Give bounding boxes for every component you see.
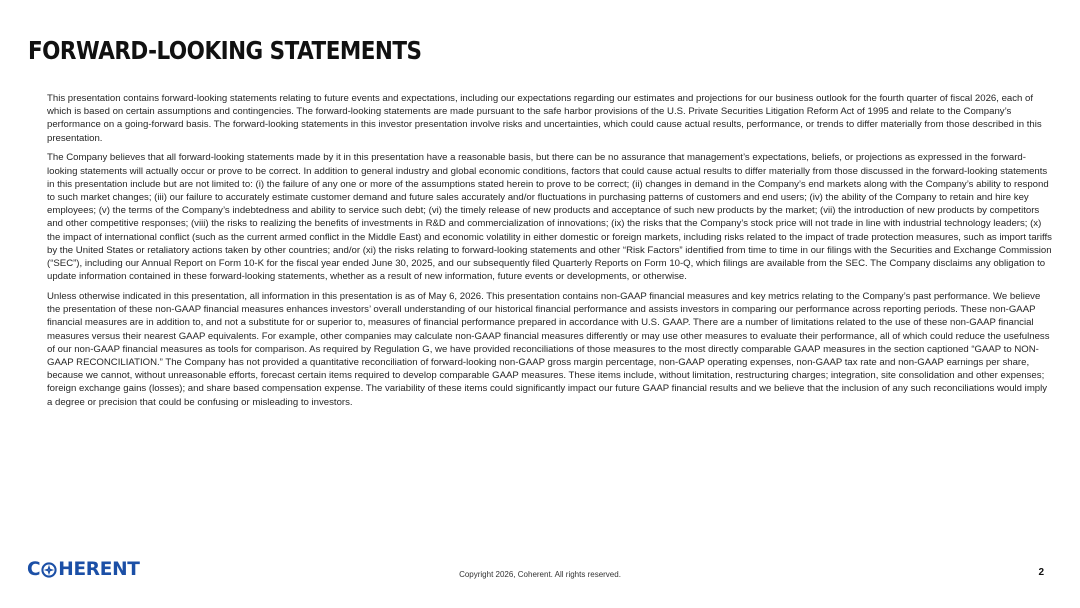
paragraph-forward-looking: This presentation contains forward-looking statements relating to future events and expectations, including our expectations regarding our estimates and projections for our business outlook for the fourth quarter of fiscal 2026, each of which is based on certain assumptions and contingencies. The forward-looking statements are made pursuant to the safe harbor provisions of the U.S. Private Securities Litigation Reform Act of 1995 and relate to the Company’s performance on a going-forward basis. The forward-looking statements in this investor presentation involve risks and uncertainties, which could cause actual results, performance, or trends to differ materially from those described in this presentation. bbox=[47, 93, 1042, 144]
paragraph-non-gaap: Unless otherwise indicated in this presentation, all information in this presentation is as of May 6, 2026. This presentation contains non-GAAP financial measures and key metrics relating to the Company’s past performance. We believe the presentation of these non-GAAP financial measures enhances investors’ overall understanding of our historical financial performance and assists investors in comparing our performance across reporting periods. These non-GAAP financial measures are in addition to, and not a substitute for or superior to, measures of financial performance prepared in accordance with U.S. GAAP. There are a number of limitations related to the use of these non-GAAP financial measures versus their nearest GAAP equivalents. For example, other companies may calculate non-GAAP financial measures differently or may use other measures to evaluate their performance, all of which could reduce the usefulness of our non-GAAP financial measures as tools for comparison. As required by Regulation G, we have provided reconciliations of those measures to the most directly comparable GAAP measures in the section captioned “GAAP to NON-GAAP RECONCILIATION.” The Company has not provided a quantitative reconciliation of forward-looking non-GAAP gross margin percentage, non-GAAP operating expenses, non-GAAP tax rate and non-GAAP earnings per share, because we cannot, without unreasonable efforts, forecast certain items required to develop comparable GAAP measures. These items include, without limitation, restructuring charges; integration, site consolidation and other expenses; foreign exchange gains (losses); and share based compensation expense. The variability of these items could significantly impact our future GAAP financial results and we believe that the inclusion of any such reconciliations would imply a degree or precision that could be confusing or misleading to investors. bbox=[47, 291, 1050, 408]
disclaimer-body bbox=[47, 92, 1053, 415]
paragraph-risk-factors: The Company believes that all forward-looking statements made by it in this presentation have a reasonable basis, but there can be no assurance that management’s expectations, beliefs, or projections as expressed in the forward-looking statements will actually occur or prove to be correct. In addition to general industry and global economic conditions, factors that could cause actual results to differ materially from those discussed in the forward-looking statements in this presentation include but are not limited to: (i) the failure of any one or more of the assumptions stated herein to prove to be correct; (ii) changes in demand in the Company’s end markets along with the Company’s ability to respond to such market changes; (iii) our failure to accurately estimate customer demand and future sales accurately and/or fluctuations in purchasing patterns of customers and end users; (iv) the ability of the Company to retain and hire key employees; (v) the terms of the Company’s indebtedness and ability to service such debt; (vi) the timely release of new products and acceptance of such new products by the market; (vii) the introduction of new products by competitors and other competitive responses; (viii) the risks to realizing the benefits of investments in R&D and commercialization of innovations; (ix) the risks that the Company’s stock price will not trade in line with industrial technology leaders; (x) the impact of international conflict (such as the current armed conflict in the Middle East) and economic volatility in either domestic or foreign markets, including risks related to the impact of trade protection measures, such as import tariffs by the United States or retaliatory actions taken by other countries; and/or (xi) the risks relating to forward-looking statements and other “Risk Factors” identified from time to time in our filings with the Securities and Exchange Commission (“SEC”), including our Annual Report on Form 10-K for the fiscal year ended June 30, 2025, and our subsequently filed Quarterly Reports on Form 10-Q, which filings are available from the SEC. The Company disclaims any obligation to update information contained in these forward-looking statements, whether as a result of new information, future events or developments, or otherwise. bbox=[47, 152, 1052, 283]
copyright-notice: Copyright 2026, Coherent. All rights reserved. bbox=[459, 570, 621, 579]
page-title: FORWARD-LOOKING STATEMENTS bbox=[28, 36, 422, 65]
logo-text-prefix: C bbox=[27, 559, 41, 580]
logo-text-suffix: HERENT bbox=[58, 559, 140, 580]
page-number: 2 bbox=[1038, 567, 1044, 578]
